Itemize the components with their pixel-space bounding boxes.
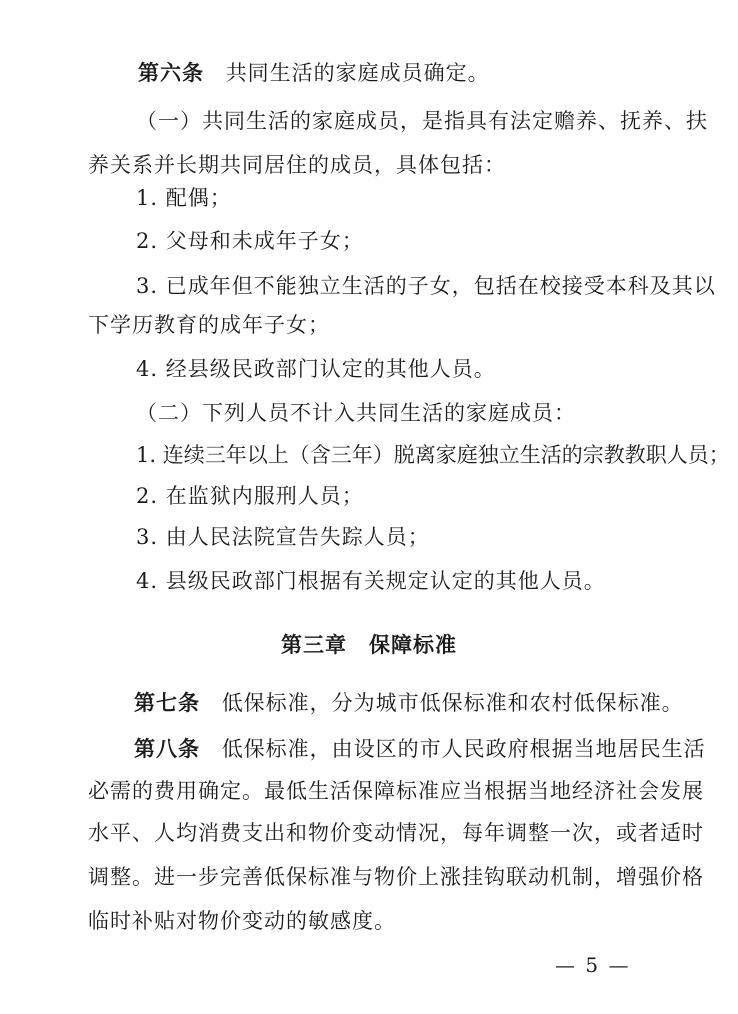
article6-part2: （二）下列人员不计入共同生活的家庭成员： <box>136 401 576 425</box>
article8-text-line4: 调整。进一步完善低保标准与物价上涨挂钩联动机制，增强价格 <box>88 865 704 889</box>
article6-first-line <box>138 58 738 88</box>
article6-item3-line2: 下学历教育的成年子女； <box>88 313 330 337</box>
article6-part1-line2: 养关系并长期共同居住的成员，具体包括： <box>88 153 506 177</box>
article6-part1-line1: （一）共同生活的家庭成员，是指具有法定赡养、抚养、扶 <box>136 109 708 133</box>
article6-text: 共同生活的家庭成员确定。 <box>225 61 490 85</box>
article8-text-line1: 低保标准，由设区的市人民政府根据当地居民生活 <box>221 737 706 761</box>
article8-text-line2: 必需的费用确定。最低生活保障标准应当根据当地经济社会发展 <box>88 779 704 803</box>
article7-heading: 第七条 <box>134 691 200 715</box>
article6-exclusion4: 4. 县级民政部门根据有关规定认定的其他人员。 <box>136 569 606 593</box>
article6-exclusion1: 1. 连续三年以上（含三年）脱离家庭独立生活的宗教教职人员； <box>136 443 730 467</box>
article8-text-line5: 临时补贴对物价变动的敏感度。 <box>88 909 396 933</box>
chapter-title: 第三章 保障标准 <box>281 633 457 657</box>
article6-item2: 2. 父母和未成年子女； <box>136 229 364 253</box>
article8-heading: 第八条 <box>134 737 200 761</box>
article6-item4: 4. 经县级民政部门认定的其他人员。 <box>136 357 496 381</box>
article8-first-line <box>134 734 738 764</box>
article6-heading: 第六条 <box>138 61 204 85</box>
article7-text: 低保标准，分为城市低保标准和农村低保标准。 <box>221 691 684 715</box>
article7-line <box>134 688 738 718</box>
article6-exclusion2: 2. 在监狱内服刑人员； <box>136 484 364 508</box>
page-number: — 5 — <box>555 953 631 977</box>
article6-item3-line1: 3. 已成年但不能独立生活的子女，包括在校接受本科及其以 <box>136 274 716 298</box>
article8-text-line3: 水平、人均消费支出和物价变动情况，每年调整一次，或者适时 <box>88 821 704 845</box>
article6-item1: 1. 配偶； <box>136 186 232 210</box>
article6-exclusion3: 3. 由人民法院宣告失踪人员； <box>136 525 430 549</box>
